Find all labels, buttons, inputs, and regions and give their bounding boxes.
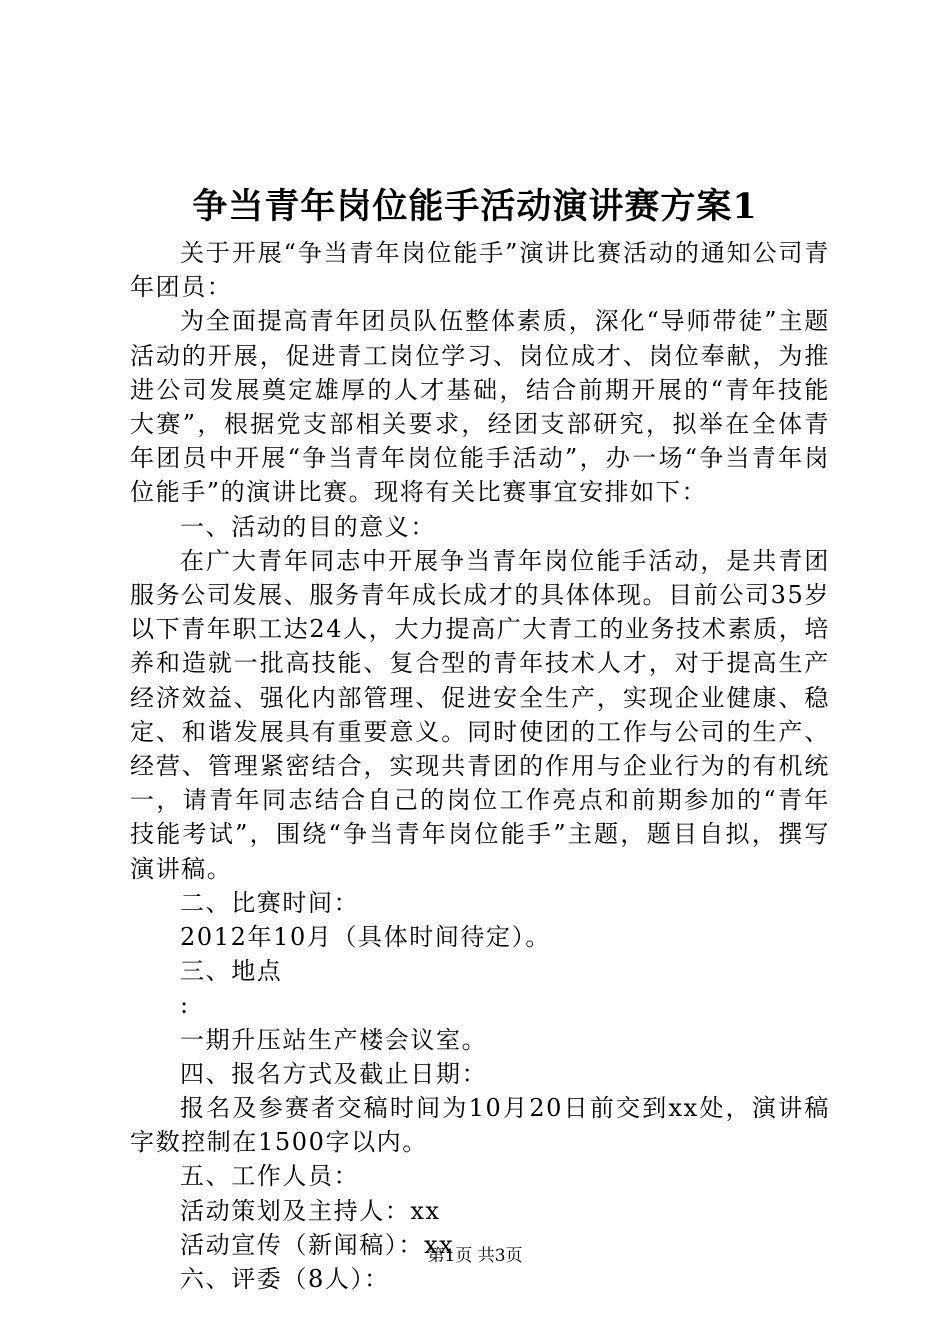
paragraph-staff-publicity: 活动宣传（新闻稿）：xx xyxy=(180,1230,455,1259)
section-heading-location: 三、地点 xyxy=(180,957,283,986)
section-heading-time: 二、比赛时间： xyxy=(180,888,360,917)
section-heading-judges: 六、评委（8人）： xyxy=(180,1265,390,1294)
page-footer: 第1页 共3页 xyxy=(427,1246,523,1266)
document-title: 争当青年岗位能手活动演讲赛方案1 xyxy=(192,186,758,227)
paragraph-intro: 为全面提高青年团员队伍整体素质，深化“导师带徒”主题活动的开展，促进青工岗位学习、岗位成才、岗位奉献，为推进公司发展奠定雄厚的人才基础，结合前期开展的“青年技能大赛”，根据党支部相关要求，经团支部研究，拟举在全体青年团员中开展“争当青年岗位能手活动”，办一场“争当青年岗位能手”的演讲比赛。现将有关比赛事宜安排如下： xyxy=(130,307,830,507)
paragraph-time: 2012年10月（具体时间待定）。 xyxy=(180,923,551,952)
paragraph-purpose: 在广大青年同志中开展争当青年岗位能手活动，是共青团服务公司发展、服务青年成长成才的具体体现。目前公司35岁以下青年职工达24人，大力提高广大青工的业务技术素质，培养和造就一批高技能、复合型的青年技术人才，对于提高生产经济效益、强化内部管理、促进安全生产，实现企业健康、稳定、和谐发展具有重要意义。同时使团的工作与公司的生产、经营、管理紧密结合，实现共青团的作用与企业行为的有机统一，请青年同志结合自己的岗位工作亮点和前期参加的“青年技能考试”，围绕“争当青年岗位能手”主题，题目自拟，撰写演讲稿。 xyxy=(130,546,830,883)
paragraph-staff-planner: 活动策划及主持人：xx xyxy=(180,1196,441,1225)
paragraph-location: 一期升压站生产楼会议室。 xyxy=(180,1025,488,1054)
section-heading-staff: 五、工作人员： xyxy=(180,1162,360,1191)
section-heading-registration: 四、报名方式及截止日期： xyxy=(180,1059,488,1088)
section-heading-purpose: 一、活动的目的意义： xyxy=(180,512,436,541)
document-body xyxy=(130,236,830,1296)
location-colon: : xyxy=(180,991,190,1020)
paragraph-registration: 报名及参赛者交稿时间为10月20日前交到xx处，演讲稿字数控制在1500字以内。 xyxy=(130,1094,830,1157)
paragraph-notice-heading: 关于开展“争当青年岗位能手”演讲比赛活动的通知公司青年团员： xyxy=(130,239,830,302)
